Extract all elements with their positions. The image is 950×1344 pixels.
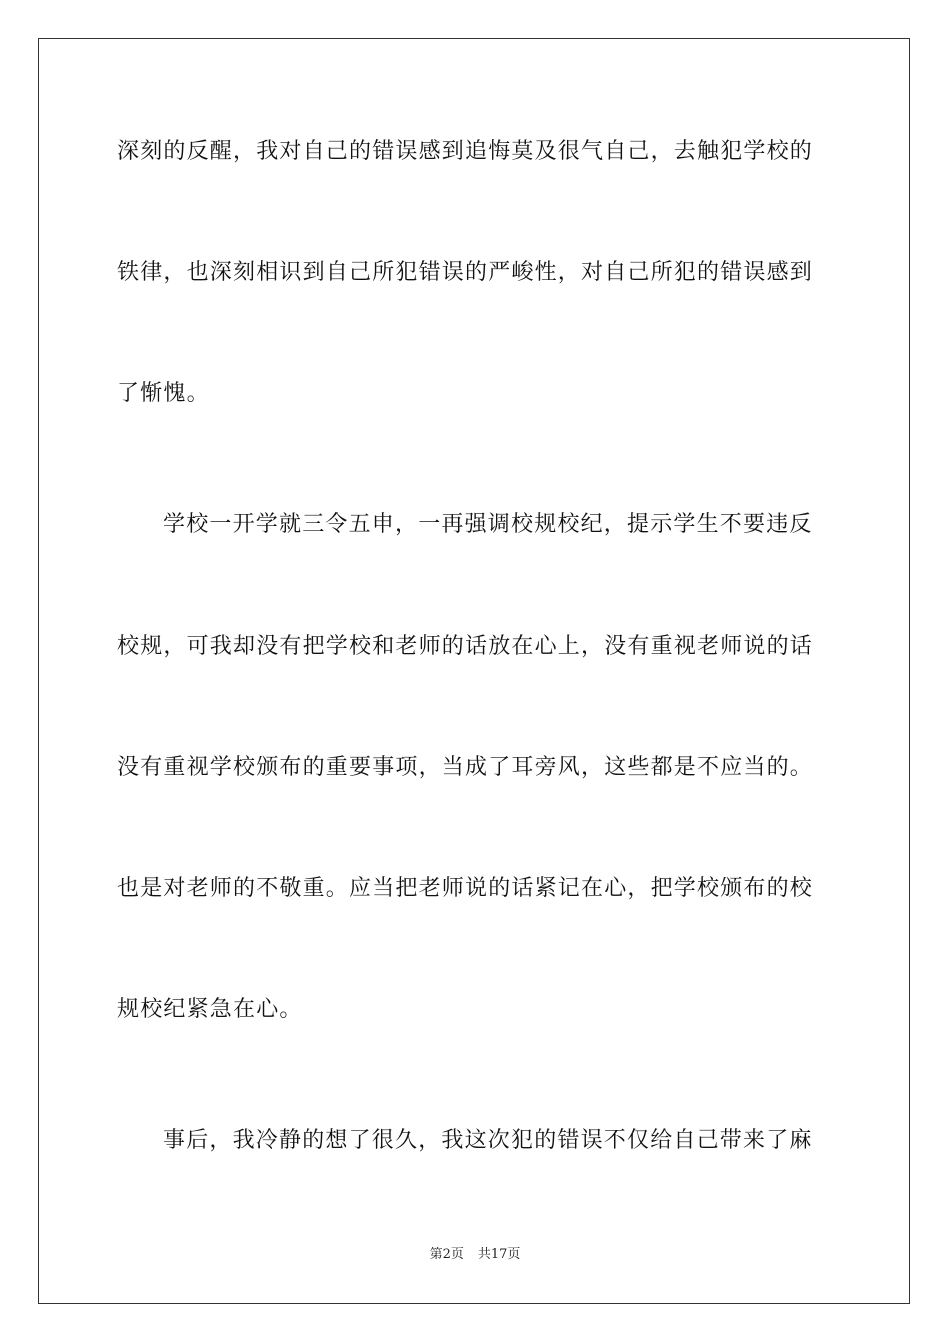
text-line: 没有重视学校颁布的重要事项，当成了耳旁风，这些都是不应当的。 [117, 755, 814, 780]
text-line: 校规，可我却没有把学校和老师的话放在心上，没有重视老师说的话 [117, 634, 814, 659]
page-frame [38, 38, 910, 1304]
text-line-paragraph-start: 事后，我冷静的想了很久，我这次犯的错误不仅给自己带来了麻 [163, 1128, 813, 1153]
page-number-total: 共17页 [477, 1247, 521, 1262]
text-line: 铁律，也深刻相识到自己所犯错误的严峻性，对自己所犯的错误感到 [117, 260, 814, 285]
text-line: 规校纪紧急在心。 [117, 997, 303, 1022]
page-footer [0, 1246, 950, 1264]
page-number-current: 第2页 [429, 1247, 464, 1262]
text-line: 了惭愧。 [117, 381, 210, 406]
text-line: 也是对老师的不敬重。应当把老师说的话紧记在心，把学校颁布的校 [117, 876, 814, 901]
text-line-paragraph-start: 学校一开学就三令五申，一再强调校规校纪，提示学生不要违反 [163, 512, 813, 537]
text-line: 深刻的反醒，我对自己的错误感到追悔莫及很气自己，去触犯学校的 [117, 139, 814, 164]
